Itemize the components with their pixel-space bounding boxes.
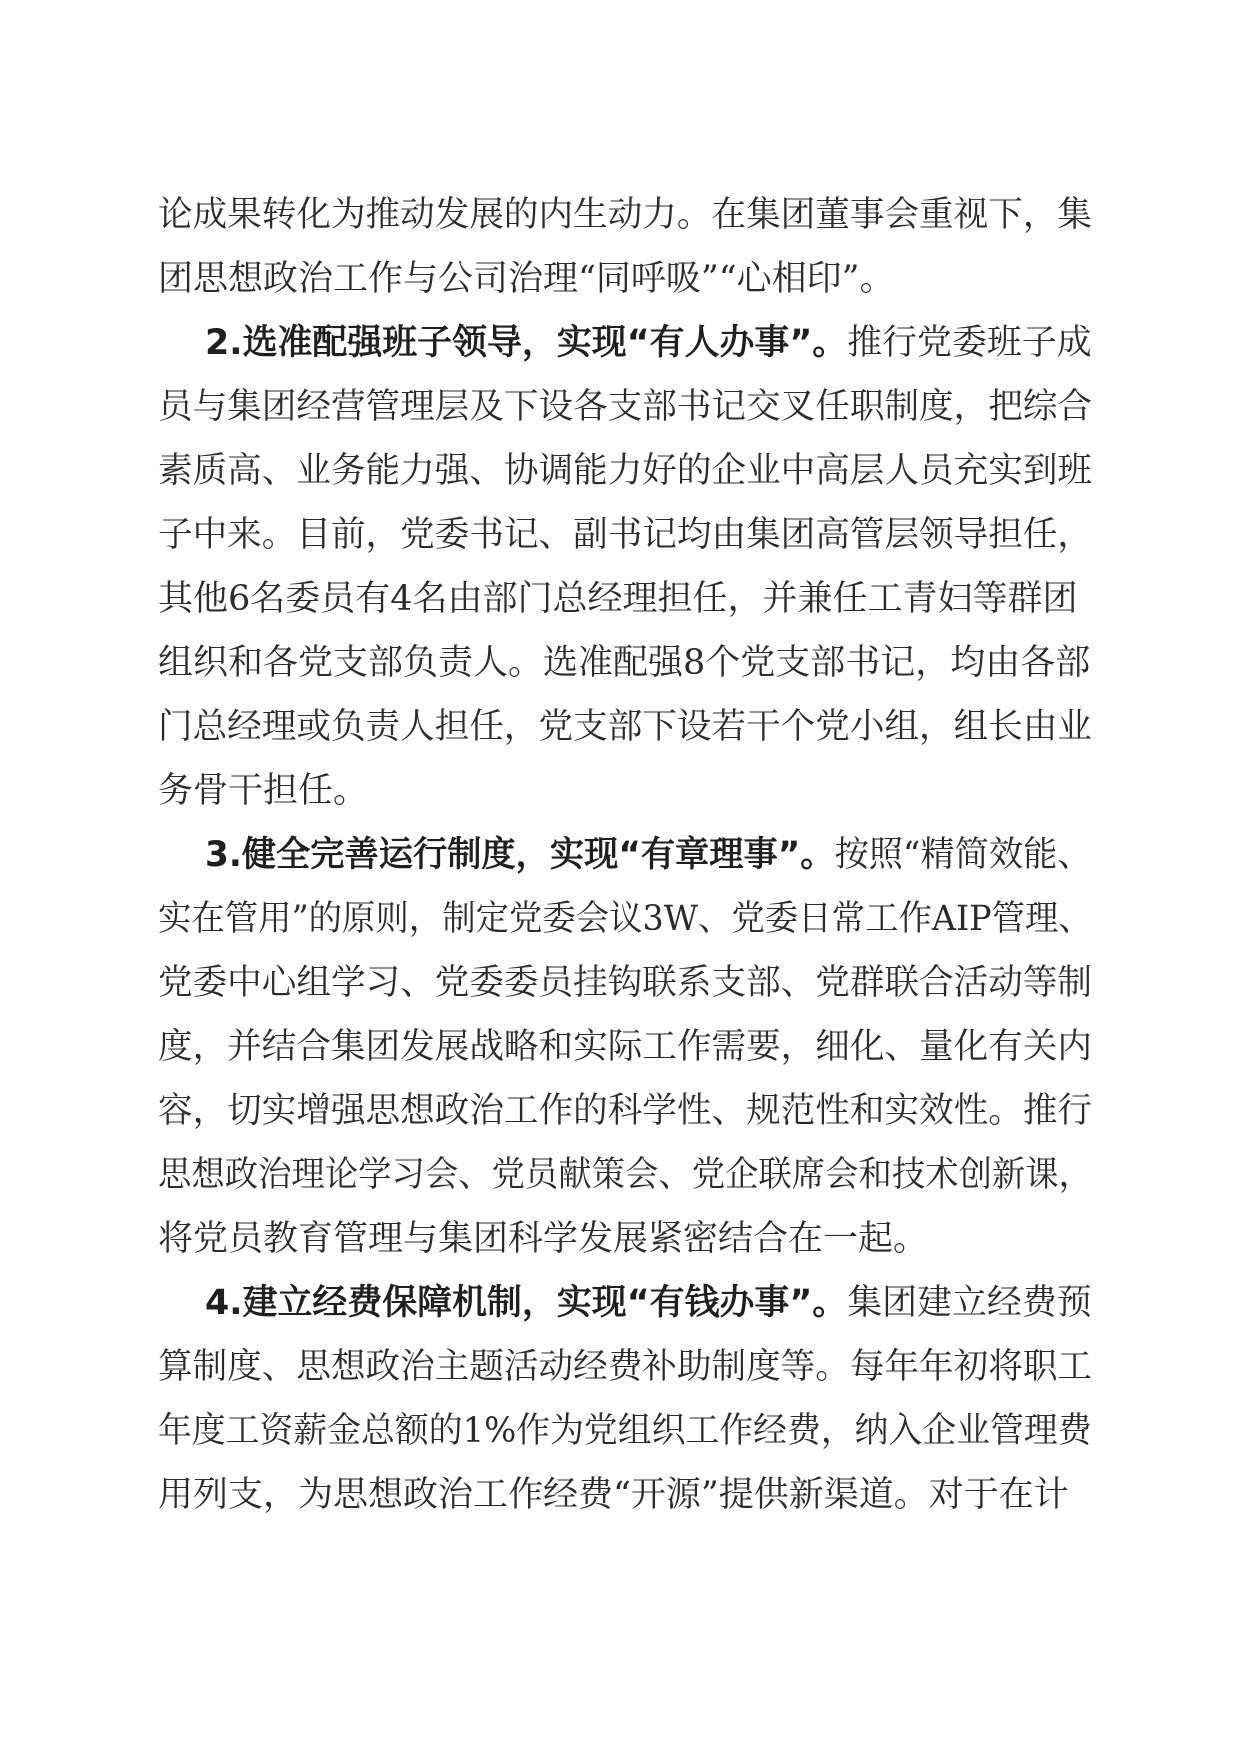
section-heading: 4.建立经费保障机制，实现“有钱办事”。: [205, 1283, 848, 1323]
body-text-line: [158, 1086, 1103, 1136]
body-text-line: [158, 766, 368, 816]
body-text-line: [158, 1022, 1103, 1072]
section-heading: 2.选准配强班子领导，实现“有人办事”。: [205, 323, 848, 363]
text: 思想政治理论学习会、党员献策会、党企联席会和技术创新课，: [158, 1155, 1093, 1195]
text: 门总经理或负责人担任，党支部下设若干个党小组，组长由业: [158, 707, 1093, 747]
body-text-line: [158, 574, 1078, 624]
text: 按照“精简效能、: [834, 835, 1092, 875]
body-text-line: [158, 1406, 1124, 1456]
section-4-first-line: [205, 1278, 1094, 1328]
text: 实在管用”的原则，制定党委会议3W、党委日常工作AIP管理、: [158, 899, 1092, 939]
body-text-line: [158, 638, 1090, 688]
text: 算制度、思想政治主题活动经费补助制度等。每年年初将职工: [158, 1347, 1093, 1387]
text: 员与集团经营管理层及下设各支部书记交叉任职制度，把综合: [158, 387, 1093, 427]
body-text-line: [158, 1470, 1069, 1520]
body-text-line: [158, 382, 1103, 432]
text: 论成果转化为推动发展的内生动力。在集团董事会重视下，集: [158, 195, 1093, 235]
body-text-line: [158, 190, 1103, 240]
body-text-line: [158, 958, 1103, 1008]
body-text-line: [158, 1150, 1138, 1200]
body-text-line: [158, 510, 1103, 560]
text: 集团建立经费预: [847, 1283, 1092, 1323]
text: 将党员教育管理与集团科学发展紧密结合在一起。: [158, 1219, 929, 1259]
text: 容，切实增强思想政治工作的科学性、规范性和实效性。推行: [158, 1091, 1093, 1131]
text: 务骨干担任。: [158, 771, 369, 811]
body-text-line: [158, 254, 895, 304]
body-text-line: [158, 702, 1103, 752]
text: 团思想政治工作与公司治理“同呼吸”“心相印”。: [158, 259, 895, 299]
text: 党委中心组学习、党委委员挂钩联系支部、党群联合活动等制: [158, 963, 1093, 1003]
body-text-line: [158, 894, 1137, 944]
body-text-line: [158, 446, 1103, 496]
text: 子中来。目前，党委书记、副书记均由集团高管层领导担任，: [158, 515, 1093, 555]
text: 组织和各党支部负责人。选准配强8个党支部书记，均由各部: [158, 643, 1091, 683]
section-2-first-line: [205, 318, 1094, 368]
text: 度，并结合集团发展战略和实际工作需要，细化、量化有关内: [158, 1027, 1093, 1067]
section-heading: 3.健全完善运行制度，实现“有章理事”。: [205, 835, 835, 875]
text: 素质高、业务能力强、协调能力好的企业中高层人员充实到班: [158, 451, 1093, 491]
section-3-first-line: [205, 830, 1112, 880]
body-text-line: [158, 1342, 1103, 1392]
text: 推行党委班子成: [847, 323, 1092, 363]
text: 年度工资薪金总额的1%作为党组织工作经费，纳入企业管理费: [158, 1411, 1092, 1451]
text: 用列支，为思想政治工作经费“开源”提供新渠道。对于在计: [158, 1475, 1069, 1515]
text: 其他6名委员有4名由部门总经理担任，并兼任工青妇等群团: [158, 579, 1078, 619]
body-text-line: [158, 1214, 928, 1264]
